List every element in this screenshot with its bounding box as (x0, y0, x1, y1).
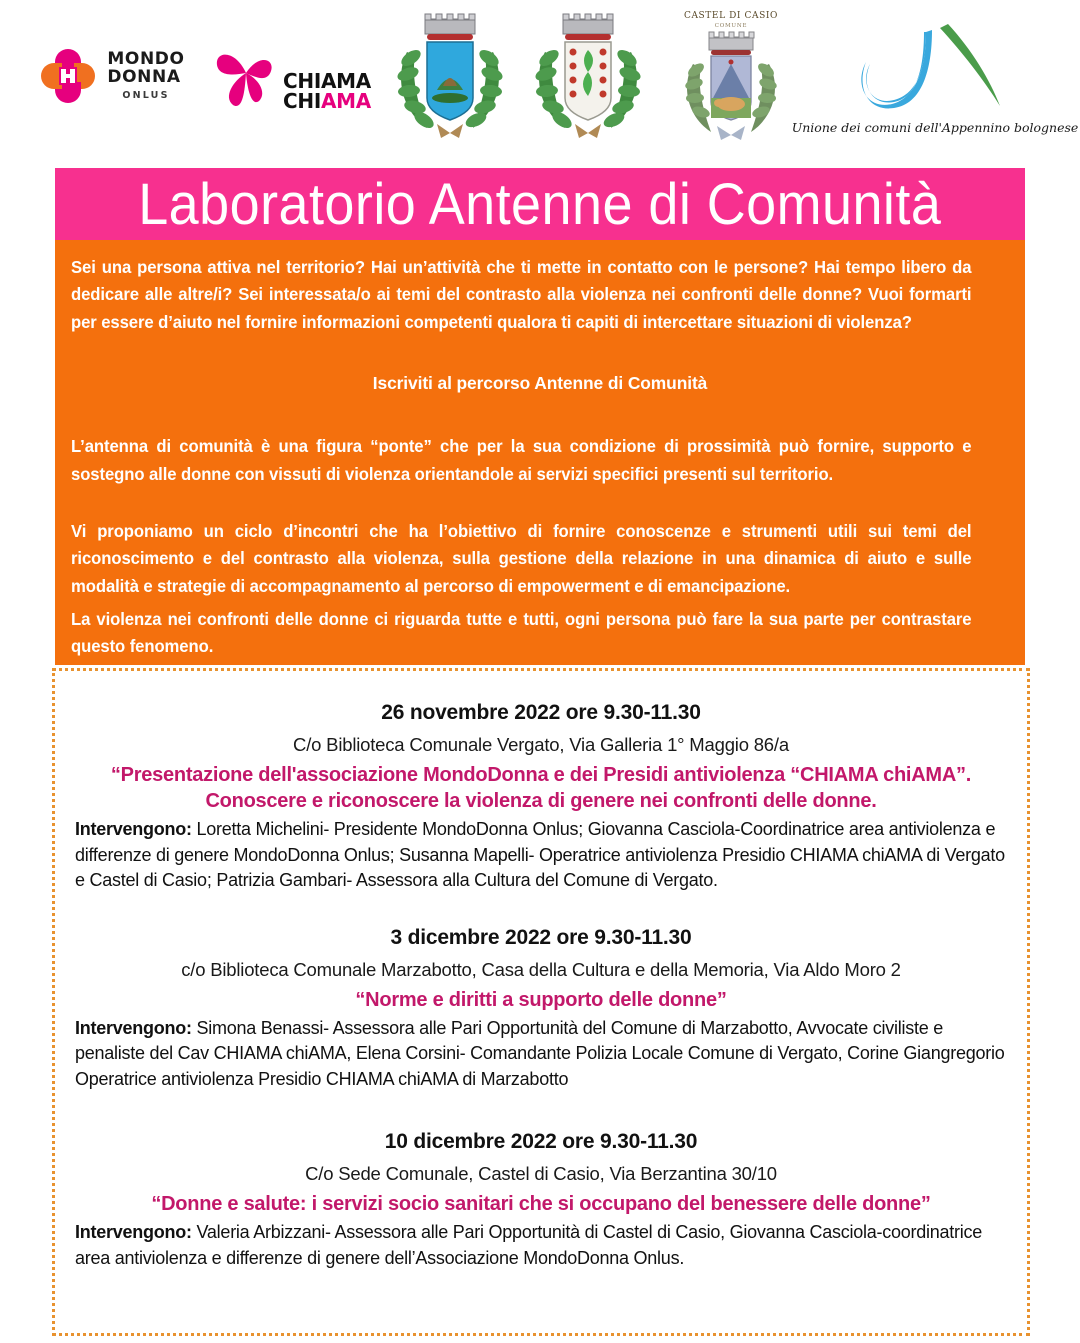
event-venue: C/o Sede Comunale, Castel di Casio, Via Berzantina 30/10 (305, 1163, 777, 1185)
logo-chiama-chiama (212, 6, 372, 146)
intro-paragraph-2: L’antenna di comunità è una figura “ponte” che per la sua condizione di prossimità può fornire, supporto e sostegno alle donne con vissuti di violenza orientandole ai servizi specifici presenti sul territorio. (71, 436, 972, 484)
event-speakers-label: Intervengono: (75, 819, 192, 839)
event-date: 10 dicembre 2022 ore 9.30-11.30 (384, 1130, 698, 1154)
event-title: “Donne e salute: i servizi socio sanitari che si occupano del benessere delle donne” (151, 1193, 931, 1216)
event-speakers (75, 817, 1007, 894)
event-item (75, 926, 1007, 1093)
intro-paragraph-1: Sei una persona attiva nel territorio? Hai un’attività che ti mette in contatto con le persone? Hai tempo libero da dedicare alle altre/i? Sei interessata/o ai temi del contrasto alla violenza nei confronti delle donne? Vuoi formarti per essere d’aiuto nel fornire informazioni competenti qualora ti capiti di intercettare situazioni di violenza? (71, 257, 972, 332)
chiama-line1: CHIAMA (283, 69, 371, 93)
logo-strip (0, 0, 1080, 152)
event-speakers-text: Simona Benassi- Assessora alle Pari Opportunità del Comune di Marzabotto, Avvocate civiliste e penaliste del Cav CHIAMA chiAMA, Elena Corsini- Comandante Polizia Locale Comune di Vergato, Corine Giangregorio Operatrice antiviolenza Presidio CHIAMA chiAMA di Marzabotto (75, 1017, 1005, 1089)
unione-caption: Unione dei comuni dell'Appennino bolognese (791, 119, 1079, 135)
event-date: 3 dicembre 2022 ore 9.30-11.30 (390, 925, 692, 949)
chiama-line2-pink: AMA (321, 89, 371, 113)
event-speakers (75, 1220, 1007, 1271)
mondodonna-line1: MONDO (107, 48, 185, 69)
event-speakers-label: Intervengono: (75, 1017, 192, 1038)
unione-swoosh-icon (822, 18, 1048, 118)
event-venue: c/o Biblioteca Comunale Marzabotto, Casa della Cultura e della Memoria, Via Aldo Moro 2 (181, 958, 901, 980)
event-venue: C/o Biblioteca Comunale Vergato, Via Galleria 1° Maggio 86/a (293, 734, 789, 755)
event-title: “Norme e diritti a supporto delle donne” (355, 988, 727, 1011)
mondodonna-line3: ONLUS (122, 90, 170, 102)
intro-paragraph-3: Vi proponiamo un ciclo d’incontri che ha l’obiettivo di fornire conoscenze e strumenti utili sui temi del riconoscimento e del contrasto alla violenza, sulla gestione della relazione in una dinamica di aiuto e sulle modalità e strategie di accompagnamento al percorso di empowerment e di emancipazione. (71, 520, 972, 596)
castel-di-casio-crest-icon (667, 6, 795, 146)
vergato-crest-icon (391, 6, 509, 146)
marzabotto-crest-icon (529, 6, 647, 146)
event-speakers-label: Intervengono: (75, 1222, 192, 1243)
chiama-line2-dark: CHI (283, 89, 321, 113)
event-item (75, 701, 1007, 894)
logo-comune-vergato (390, 6, 510, 146)
logo-comune-marzabotto (528, 6, 648, 146)
svg-text:CASTEL DI CASIO: CASTEL DI CASIO (683, 11, 779, 21)
page-title: Laboratorio Antenne di Comunità (138, 171, 942, 237)
intro-block (55, 240, 1025, 665)
event-speakers-text: Valeria Arbizzani- Assessora alle Pari Opportunità di Castel di Casio, Giovanna Casciola-coordinatrice area antiviolenza e differenze di genere dell’Associazione MondoDonna Onlus. (75, 1222, 983, 1268)
intro-call-to-action: Iscriviti al percorso Antenne di Comunità (372, 372, 708, 393)
chiama-line2 (283, 91, 371, 111)
events-box (52, 668, 1030, 1336)
event-date: 26 novembre 2022 ore 9.30-11.30 (381, 701, 701, 724)
poster-title-band (55, 168, 1025, 240)
butterfly-icon (213, 39, 279, 113)
intro-paragraph-4: La violenza nei confronti delle donne ci riguarda tutte e tutti, ogni persona può fare la sua parte per contrastare questo fenomeno. (71, 608, 972, 657)
event-item (75, 1130, 1007, 1271)
logo-unione-appennino (791, 6, 1079, 146)
logo-castel-di-casio (666, 6, 796, 146)
mondodonna-flower-icon (37, 45, 99, 107)
event-title: “Presentazione dell'associazione MondoDonna e dei Presidi antiviolenza “CHIAMA chiAMA”. Conoscere e riconoscere la violenza di genere nei confronti delle donne. (110, 764, 972, 812)
mondodonna-line2: DONNA (107, 66, 181, 87)
event-speakers (75, 1016, 1007, 1093)
logo-mondodonna (22, 6, 200, 146)
svg-text:COMUNE: COMUNE (714, 23, 748, 29)
event-speakers-text: Loretta Michelini- Presidente MondoDonna Onlus; Giovanna Casciola-Coordinatrice area antiviolenza e differenze di genere MondoDonna Onlus; Susanna Mapelli- Operatrice antiviolenza Presidio CHIAMA chiAMA di Vergato e Castel di Casio; Patrizia Gambari- Assessora alla Cultura del Comune di Vergato. (75, 819, 1005, 891)
